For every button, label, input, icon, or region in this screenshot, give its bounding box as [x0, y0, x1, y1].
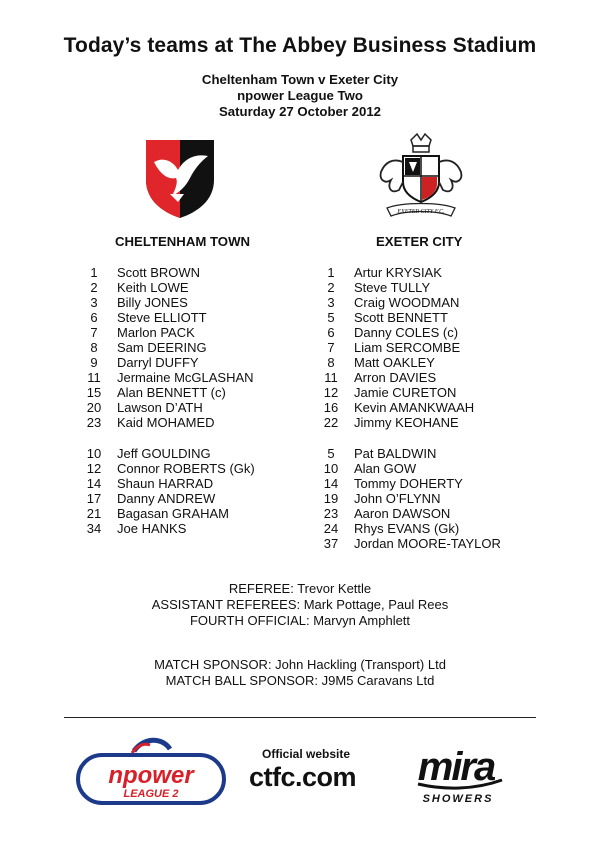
shirt-number: 24	[323, 521, 339, 536]
player-row	[318, 446, 501, 461]
shirt-number: 16	[323, 400, 339, 415]
shirt-number: 2	[90, 280, 98, 295]
player-row	[81, 415, 254, 430]
player-row	[81, 461, 255, 476]
exeter-crest-motto: EXETER CITY F.C.	[397, 209, 445, 215]
match-sponsor-line: MATCH SPONSOR: John Hackling (Transport) Ltd	[154, 657, 446, 672]
shirt-number: 34	[86, 521, 102, 536]
player-row	[81, 340, 254, 355]
player-name: Jimmy KEOHANE	[354, 415, 459, 430]
league-line: npower League Two	[237, 88, 363, 103]
player-row	[318, 265, 474, 280]
shirt-number: 2	[327, 280, 335, 295]
player-row	[81, 385, 254, 400]
shirt-number: 14	[323, 476, 339, 491]
shirt-number: 11	[87, 370, 101, 385]
home-team-heading: CHELTENHAM TOWN	[115, 234, 251, 249]
npower-league-2-logo	[72, 733, 230, 813]
away-team-heading: EXETER CITY	[376, 234, 463, 249]
player-name: Joe HANKS	[117, 521, 187, 536]
player-row	[81, 446, 255, 461]
player-name: Danny COLES (c)	[354, 325, 459, 340]
player-name: Alan GOW	[354, 461, 417, 476]
player-row	[318, 310, 474, 325]
player-name: Jeff GOULDING	[117, 446, 211, 461]
player-row	[81, 521, 255, 536]
shirt-number: 7	[327, 340, 335, 355]
player-row	[318, 355, 474, 370]
player-name: Scott BENNETT	[354, 310, 448, 325]
player-name: Lawson D’ATH	[117, 400, 203, 415]
player-name: Aaron DAWSON	[354, 506, 451, 521]
mira-showers-logo	[404, 740, 514, 810]
player-row	[318, 340, 474, 355]
shirt-number: 5	[327, 446, 335, 461]
shirt-number: 23	[86, 415, 102, 430]
shirt-number: 6	[327, 325, 335, 340]
player-row	[318, 491, 501, 506]
player-row	[318, 400, 474, 415]
shirt-number: 8	[327, 355, 335, 370]
player-row	[81, 325, 254, 340]
player-row	[318, 385, 474, 400]
player-name: Billy JONES	[117, 295, 188, 310]
player-row	[318, 536, 501, 551]
player-row	[81, 310, 254, 325]
player-row	[318, 506, 501, 521]
player-name: Shaun HARRAD	[117, 476, 214, 491]
player-name: Darryl DUFFY	[117, 355, 199, 370]
player-name: Matt OAKLEY	[354, 355, 435, 370]
player-name: Jordan MOORE-TAYLOR	[354, 536, 501, 551]
shirt-number: 6	[90, 310, 98, 325]
player-name: Bagasan GRAHAM	[117, 506, 229, 521]
home-subs	[81, 446, 255, 536]
shirt-number: 7	[90, 325, 98, 340]
player-name: Kaid MOHAMED	[117, 415, 215, 430]
player-row	[81, 370, 254, 385]
exeter-crest-icon	[373, 132, 469, 222]
shirt-number: 14	[86, 476, 102, 491]
player-row	[81, 280, 254, 295]
player-name: Alan BENNETT (c)	[117, 385, 226, 400]
player-name: Keith LOWE	[117, 280, 189, 295]
away-subs	[318, 446, 501, 551]
away-starters	[318, 265, 474, 430]
npower-wordmark: npower	[108, 762, 194, 789]
shirt-number: 10	[323, 461, 339, 476]
fixture-line: Cheltenham Town v Exeter City	[201, 72, 399, 87]
player-name: Artur KRYSIAK	[354, 265, 442, 280]
shirt-number: 3	[327, 295, 335, 310]
player-row	[318, 476, 501, 491]
assistant-referees-line: ASSISTANT REFEREES: Mark Pottage, Paul Rees	[151, 597, 449, 612]
shirt-number: 8	[90, 340, 98, 355]
showers-wordmark: SHOWERS	[422, 793, 494, 805]
player-row	[318, 521, 501, 536]
player-row	[318, 280, 474, 295]
shirt-number: 1	[327, 265, 335, 280]
shirt-number: 19	[323, 491, 339, 506]
footer-divider	[64, 717, 536, 718]
official-website-label: Official website	[262, 747, 351, 761]
home-starters	[81, 265, 254, 430]
player-row	[81, 400, 254, 415]
fourth-official-line: FOURTH OFFICIAL: Marvyn Amphlett	[189, 613, 411, 628]
shirt-number: 9	[90, 355, 98, 370]
player-row	[81, 506, 255, 521]
player-name: Steve ELLIOTT	[117, 310, 207, 325]
player-row	[81, 355, 254, 370]
shirt-number: 3	[90, 295, 98, 310]
player-name: Arron DAVIES	[354, 370, 437, 385]
player-row	[318, 370, 474, 385]
player-name: Connor ROBERTS (Gk)	[117, 461, 255, 476]
cheltenham-crest-icon	[140, 136, 220, 220]
player-row	[81, 265, 254, 280]
player-row	[318, 461, 501, 476]
shirt-number: 20	[86, 400, 102, 415]
player-name: Rhys EVANS (Gk)	[354, 521, 460, 536]
player-name: Sam DEERING	[117, 340, 207, 355]
player-name: Craig WOODMAN	[354, 295, 460, 310]
mira-wordmark: mira	[417, 745, 495, 789]
player-name: John O’FLYNN	[354, 491, 441, 506]
shirt-number: 22	[323, 415, 339, 430]
shirt-number: 17	[86, 491, 102, 506]
officials-block	[0, 581, 600, 629]
player-row	[318, 415, 474, 430]
match-ball-sponsor-line: MATCH BALL SPONSOR: J9M5 Caravans Ltd	[165, 673, 435, 688]
shirt-number: 23	[323, 506, 339, 521]
player-name: Danny ANDREW	[117, 491, 216, 506]
player-name: Scott BROWN	[117, 265, 201, 280]
sponsors-block	[0, 657, 600, 689]
shirt-number: 21	[86, 506, 102, 521]
player-row	[318, 325, 474, 340]
player-row	[318, 295, 474, 310]
shirt-number: 1	[90, 265, 98, 280]
player-name: Jamie CURETON	[354, 385, 457, 400]
website-link[interactable]: ctfc.com	[249, 762, 357, 792]
shirt-number: 12	[323, 385, 339, 400]
shirt-number: 11	[324, 370, 338, 385]
player-name: Marlon PACK	[117, 325, 195, 340]
shirt-number: 5	[327, 310, 335, 325]
player-name: Tommy DOHERTY	[354, 476, 463, 491]
player-row	[81, 491, 255, 506]
league-2-wordmark: LEAGUE 2	[123, 788, 179, 800]
player-row	[81, 476, 255, 491]
player-name: Steve TULLY	[354, 280, 431, 295]
shirt-number: 15	[86, 385, 102, 400]
shirt-number: 37	[323, 536, 339, 551]
player-name: Pat BALDWIN	[354, 446, 437, 461]
page-title: Today’s teams at The Abbey Business Stadium	[63, 34, 537, 57]
player-name: Kevin AMANKWAAH	[354, 400, 475, 415]
player-row	[81, 295, 254, 310]
player-name: Jermaine McGLASHAN	[117, 370, 254, 385]
date-line: Saturday 27 October 2012	[219, 104, 381, 119]
referee-line: REFEREE: Trevor Kettle	[228, 581, 372, 596]
shirt-number: 10	[86, 446, 102, 461]
player-name: Liam SERCOMBE	[354, 340, 461, 355]
shirt-number: 12	[86, 461, 102, 476]
